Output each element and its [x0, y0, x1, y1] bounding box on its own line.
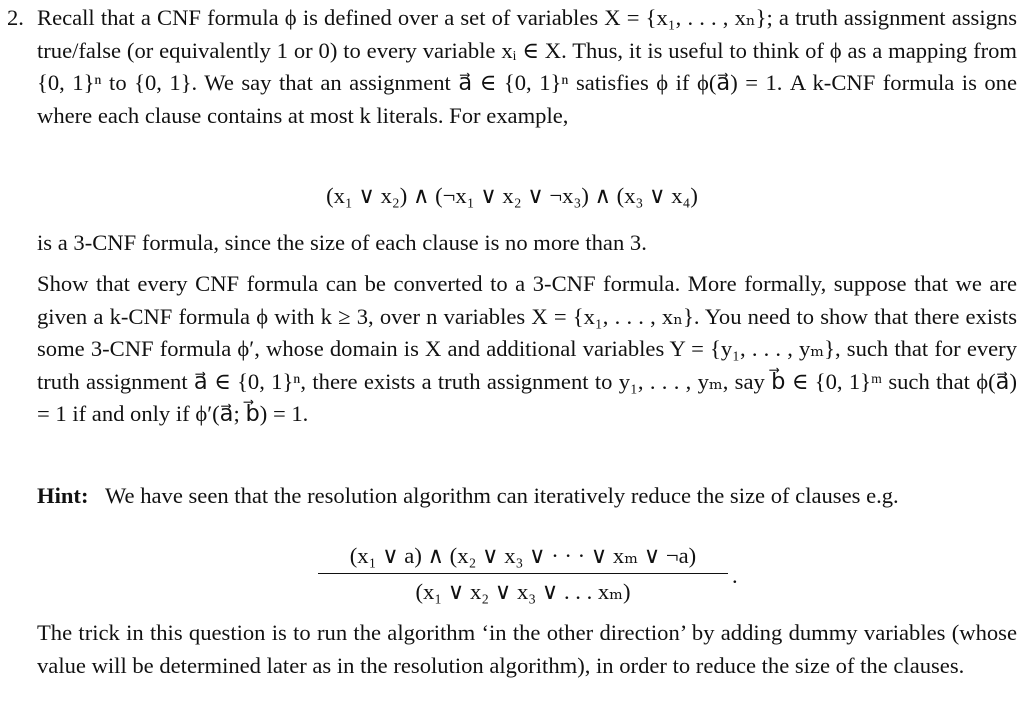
fraction-bar	[318, 573, 728, 574]
problem-number: 2.	[7, 5, 24, 30]
example-formula: (x₁ ∨ x₂) ∧ (¬x₁ ∨ x₂ ∨ ¬x₃) ∧ (x₃ ∨ x₄)	[326, 183, 698, 208]
hint-paragraph	[37, 480, 1017, 513]
fraction-period: .	[732, 563, 738, 588]
problem-intro-text: Recall that a CNF formula ϕ is defined over a set of variables X = {x₁, . . . , xₙ}; a truth assignment assigns true/false (or equivalently 1 or 0) to every variable xᵢ ∈ X. Thus, it is useful to think of ϕ as a mapping from {0, 1}ⁿ to {0, 1}. We say that an assignment a⃗ ∈ {0, 1}ⁿ satisfies ϕ if ϕ(a⃗) = 1. A k-CNF formula is one where each clause contains at most k literals. For example,	[37, 5, 1017, 128]
resolution-fraction	[318, 540, 728, 608]
hint-label: Hint:	[37, 483, 89, 508]
hint-text: We have seen that the resolution algorithm can iteratively reduce the size of clauses e.g.	[105, 483, 899, 508]
hint-closing-paragraph: The trick in this question is to run the algorithm ‘in the other direction’ by adding dummy variables (whose value will be determined later as in the resolution algorithm), in order to reduce the size of the clauses.	[37, 620, 1017, 678]
problem-paragraph-task: Show that every CNF formula can be converted to a 3-CNF formula. More formally, suppose that we are given a k-CNF formula ϕ with k ≥ 3, over n variables X = {x₁, . . . , xₙ}. You need to show that there exists some 3-CNF formula ϕ′, whose domain is X and additional variables Y = {y₁, . . . , yₘ}, such that for every truth assignment a⃗ ∈ {0, 1}ⁿ, there exists a truth assignment to y₁, . . . , yₘ, say b⃗ ∈ {0, 1}ᵐ such that ϕ(a⃗) = 1 if and only if ϕ′(a⃗; b⃗) = 1.	[37, 271, 1017, 426]
fraction-denominator: (x₁ ∨ x₂ ∨ x₃ ∨ . . . xₘ)	[415, 579, 631, 605]
problem-paragraph-intro	[7, 2, 1017, 132]
fraction-numerator: (x₁ ∨ a) ∧ (x₂ ∨ x₃ ∨ · · · ∨ xₘ ∨ ¬a)	[349, 543, 697, 568]
problem-paragraph-example-note: is a 3-CNF formula, since the size of each clause is no more than 3.	[37, 230, 647, 255]
